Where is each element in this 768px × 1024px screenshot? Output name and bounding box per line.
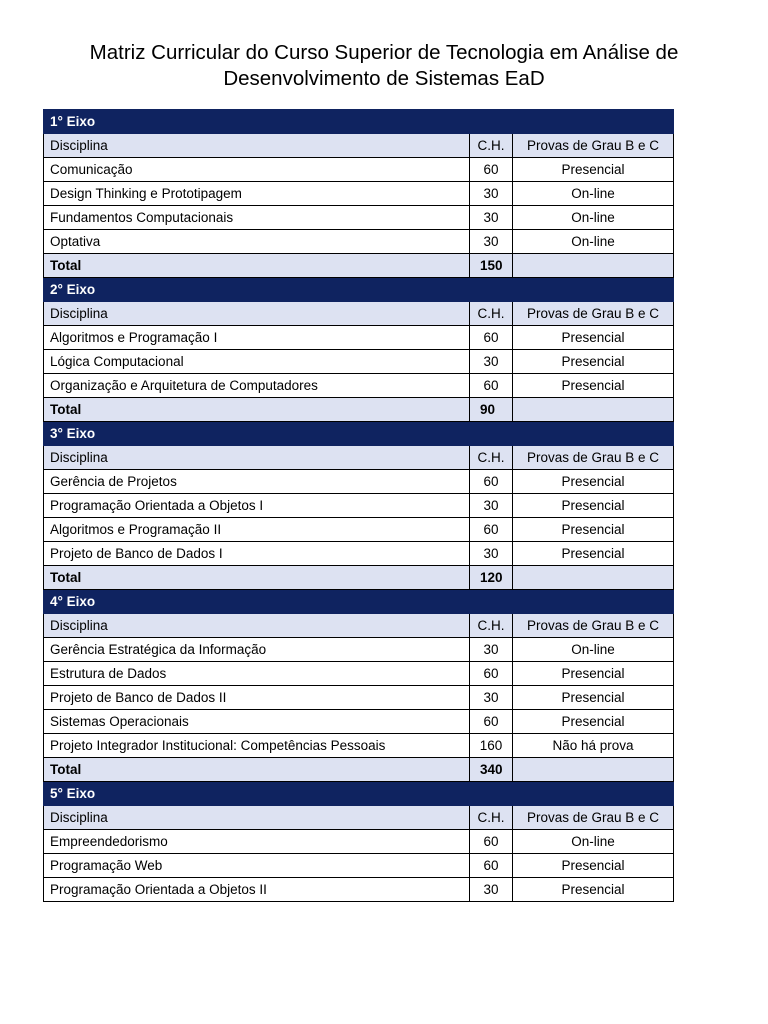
table-row (44, 470, 674, 494)
ch-cell: 60 (470, 830, 513, 854)
ch-cell: 30 (470, 686, 513, 710)
provas-cell: Presencial (513, 494, 674, 518)
table-row (44, 374, 674, 398)
table-row (44, 542, 674, 566)
ch-cell: 30 (470, 638, 513, 662)
header-provas: Provas de Grau B e C (513, 302, 674, 326)
total-row (44, 566, 674, 590)
header-disciplina: Disciplina (44, 806, 470, 830)
header-provas: Provas de Grau B e C (513, 134, 674, 158)
title-line-1: Matriz Curricular do Curso Superior de Tecnologia em Análise de (89, 41, 679, 64)
header-provas: Provas de Grau B e C (513, 806, 674, 830)
ch-cell: 60 (470, 158, 513, 182)
disciplina-cell: Design Thinking e Prototipagem (44, 182, 470, 206)
total-ch: 340 (470, 758, 513, 782)
ch-cell: 60 (470, 710, 513, 734)
table-row (44, 350, 674, 374)
table-row (44, 230, 674, 254)
eixo-label: 3° Eixo (44, 422, 674, 446)
disciplina-cell: Fundamentos Computacionais (44, 206, 470, 230)
ch-cell: 60 (470, 326, 513, 350)
ch-cell: 60 (470, 854, 513, 878)
table-row (44, 494, 674, 518)
table-row (44, 518, 674, 542)
disciplina-cell: Organização e Arquitetura de Computadores (44, 374, 470, 398)
ch-cell: 60 (470, 374, 513, 398)
disciplina-cell: Projeto de Banco de Dados II (44, 686, 470, 710)
table-row (44, 662, 674, 686)
provas-cell: Presencial (513, 710, 674, 734)
total-empty-cell (513, 566, 674, 590)
header-ch: C.H. (470, 302, 513, 326)
total-label: Total (44, 398, 470, 422)
total-row (44, 254, 674, 278)
total-ch: 150 (470, 254, 513, 278)
disciplina-cell: Optativa (44, 230, 470, 254)
provas-cell: Presencial (513, 326, 674, 350)
column-header-row (44, 134, 674, 158)
page-title (20, 40, 748, 92)
table-row (44, 158, 674, 182)
eixo-header-row (44, 278, 674, 302)
disciplina-cell: Gerência Estratégica da Informação (44, 638, 470, 662)
ch-cell: 30 (470, 494, 513, 518)
header-ch: C.H. (470, 614, 513, 638)
table-row (44, 710, 674, 734)
table-row (44, 182, 674, 206)
provas-cell: Presencial (513, 542, 674, 566)
column-header-row (44, 806, 674, 830)
disciplina-cell: Estrutura de Dados (44, 662, 470, 686)
provas-cell: On-line (513, 638, 674, 662)
provas-cell: On-line (513, 182, 674, 206)
provas-cell: Presencial (513, 158, 674, 182)
total-empty-cell (513, 398, 674, 422)
provas-cell: On-line (513, 230, 674, 254)
disciplina-cell: Comunicação (44, 158, 470, 182)
disciplina-cell: Sistemas Operacionais (44, 710, 470, 734)
curriculum-table (43, 109, 674, 902)
ch-cell: 30 (470, 878, 513, 902)
eixo-header-row (44, 110, 674, 134)
provas-cell: Presencial (513, 878, 674, 902)
ch-cell: 30 (470, 182, 513, 206)
ch-cell: 160 (470, 734, 513, 758)
ch-cell: 30 (470, 542, 513, 566)
header-disciplina: Disciplina (44, 446, 470, 470)
provas-cell: On-line (513, 206, 674, 230)
eixo-label: 5° Eixo (44, 782, 674, 806)
curriculum-table-body (44, 110, 674, 902)
table-row (44, 878, 674, 902)
total-empty-cell (513, 758, 674, 782)
header-provas: Provas de Grau B e C (513, 614, 674, 638)
table-row (44, 326, 674, 350)
column-header-row (44, 446, 674, 470)
eixo-header-row (44, 590, 674, 614)
table-row (44, 206, 674, 230)
header-ch: C.H. (470, 134, 513, 158)
table-row (44, 686, 674, 710)
disciplina-cell: Empreendedorismo (44, 830, 470, 854)
disciplina-cell: Algoritmos e Programação II (44, 518, 470, 542)
provas-cell: Presencial (513, 662, 674, 686)
eixo-header-row (44, 782, 674, 806)
provas-cell: Presencial (513, 686, 674, 710)
eixo-label: 2° Eixo (44, 278, 674, 302)
disciplina-cell: Programação Orientada a Objetos II (44, 878, 470, 902)
disciplina-cell: Lógica Computacional (44, 350, 470, 374)
ch-cell: 30 (470, 206, 513, 230)
provas-cell: Não há prova (513, 734, 674, 758)
header-provas: Provas de Grau B e C (513, 446, 674, 470)
header-disciplina: Disciplina (44, 614, 470, 638)
disciplina-cell: Gerência de Projetos (44, 470, 470, 494)
table-row (44, 638, 674, 662)
ch-cell: 60 (470, 470, 513, 494)
header-disciplina: Disciplina (44, 302, 470, 326)
total-row (44, 758, 674, 782)
eixo-label: 1° Eixo (44, 110, 674, 134)
ch-cell: 60 (470, 662, 513, 686)
disciplina-cell: Programação Web (44, 854, 470, 878)
total-empty-cell (513, 254, 674, 278)
total-ch: 120 (470, 566, 513, 590)
disciplina-cell: Algoritmos e Programação I (44, 326, 470, 350)
table-row (44, 734, 674, 758)
total-label: Total (44, 254, 470, 278)
ch-cell: 30 (470, 230, 513, 254)
disciplina-cell: Programação Orientada a Objetos I (44, 494, 470, 518)
table-row (44, 854, 674, 878)
provas-cell: On-line (513, 830, 674, 854)
table-row (44, 830, 674, 854)
ch-cell: 30 (470, 350, 513, 374)
provas-cell: Presencial (513, 470, 674, 494)
total-label: Total (44, 566, 470, 590)
provas-cell: Presencial (513, 518, 674, 542)
column-header-row (44, 302, 674, 326)
provas-cell: Presencial (513, 374, 674, 398)
total-label: Total (44, 758, 470, 782)
total-row (44, 398, 674, 422)
total-ch: 90 (470, 398, 513, 422)
disciplina-cell: Projeto de Banco de Dados I (44, 542, 470, 566)
disciplina-cell: Projeto Integrador Institucional: Competências Pessoais (44, 734, 470, 758)
provas-cell: Presencial (513, 854, 674, 878)
title-line-2: Desenvolvimento de Sistemas EaD (223, 67, 545, 90)
header-disciplina: Disciplina (44, 134, 470, 158)
header-ch: C.H. (470, 806, 513, 830)
ch-cell: 60 (470, 518, 513, 542)
eixo-header-row (44, 422, 674, 446)
header-ch: C.H. (470, 446, 513, 470)
column-header-row (44, 614, 674, 638)
eixo-label: 4° Eixo (44, 590, 674, 614)
provas-cell: Presencial (513, 350, 674, 374)
